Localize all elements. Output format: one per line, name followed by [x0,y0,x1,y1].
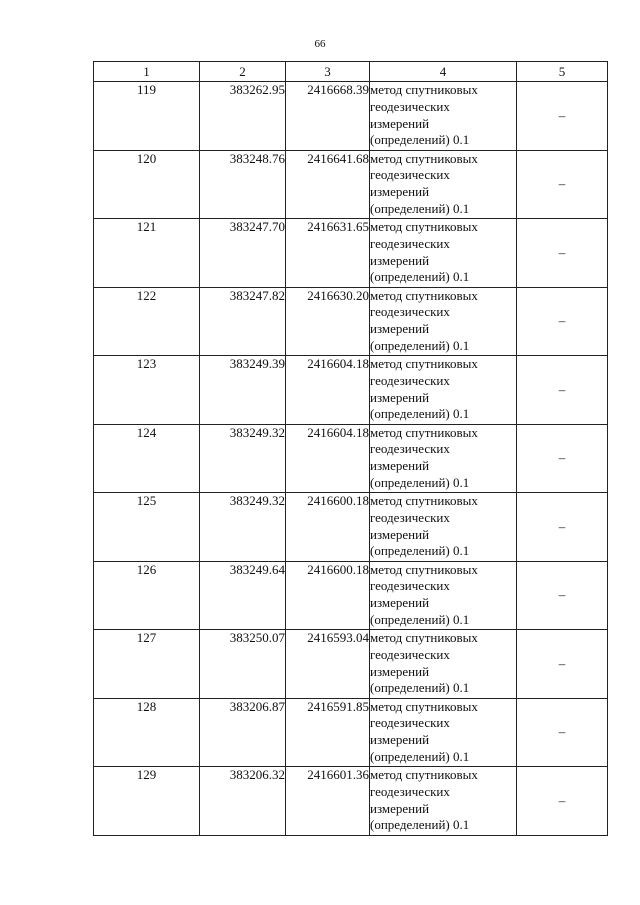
point-number-cell: 124 [94,424,200,493]
method-cell [370,424,517,493]
method-text-line: геодезических [370,715,450,731]
y-coordinate-cell: 2416600.18 [286,493,370,562]
method-text-line: метод спутниковых [370,424,478,440]
point-number-cell: 122 [94,287,200,356]
table-row [94,561,608,630]
table-row [94,287,608,356]
header-row [94,62,608,82]
column-5-cell: – [517,150,608,219]
method-text-line: (определений) 0.1 [370,132,470,148]
method-text-line: геодезических [370,578,450,594]
method-text-line: геодезических [370,167,450,183]
method-text-line: (определений) 0.1 [370,748,470,764]
header-cell-2: 2 [200,62,286,82]
page-number: 66 [314,38,326,50]
point-number-cell: 123 [94,356,200,425]
y-coordinate-cell: 2416630.20 [286,287,370,356]
method-text-line: (определений) 0.1 [370,543,470,559]
x-coordinate-cell: 383250.07 [200,630,286,699]
method-text-line: метод спутниковых [370,767,478,782]
method-text-line: метод спутниковых [370,150,478,166]
y-coordinate-cell: 2416604.18 [286,356,370,425]
method-text-line: измерений [370,389,430,405]
method-text-line: геодезических [370,304,450,320]
y-coordinate-cell: 2416593.04 [286,630,370,699]
x-coordinate-cell: 383247.70 [200,219,286,288]
method-text-line: измерений [370,595,430,611]
method-text-line: измерений [370,321,430,337]
table-row [94,150,608,219]
point-number-cell: 121 [94,219,200,288]
y-coordinate-cell: 2416601.36 [286,767,370,836]
method-text-line: геодезических [370,783,450,799]
point-number-cell: 126 [94,561,200,630]
method-text-line: измерений [370,458,430,474]
method-text-line: метод спутниковых [370,493,478,508]
header-cell-5: 5 [517,62,608,82]
header-cell-4: 4 [370,62,517,82]
method-cell [370,82,517,151]
column-5-cell: – [517,561,608,630]
x-coordinate-cell: 383247.82 [200,287,286,356]
method-text-line: геодезических [370,646,450,662]
method-cell [370,493,517,562]
method-text-line: метод спутниковых [370,698,478,714]
column-5-cell: – [517,767,608,836]
point-number-cell: 129 [94,767,200,836]
column-5-cell: – [517,356,608,425]
method-text-line: измерений [370,800,430,816]
table-row [94,493,608,562]
y-coordinate-cell: 2416631.65 [286,219,370,288]
point-number-cell: 125 [94,493,200,562]
method-text-line: (определений) 0.1 [370,474,470,490]
column-5-cell: – [517,630,608,699]
y-coordinate-cell: 2416668.39 [286,82,370,151]
y-coordinate-cell: 2416591.85 [286,698,370,767]
method-text-line: измерений [370,732,430,748]
y-coordinate-cell: 2416600.18 [286,561,370,630]
point-number-cell: 128 [94,698,200,767]
y-coordinate-cell: 2416604.18 [286,424,370,493]
method-text-line: метод спутниковых [370,630,478,645]
method-cell [370,630,517,699]
table-row [94,356,608,425]
method-cell [370,767,517,836]
method-text-line: метод спутниковых [370,219,478,234]
column-5-cell: – [517,493,608,562]
x-coordinate-cell: 383249.64 [200,561,286,630]
coordinates-table [93,61,608,836]
method-text-line: (определений) 0.1 [370,680,470,696]
method-text-line: (определений) 0.1 [370,337,470,353]
header-cell-1: 1 [94,62,200,82]
column-5-cell: – [517,424,608,493]
method-text-line: геодезических [370,509,450,525]
method-text-line: измерений [370,526,430,542]
method-text-line: (определений) 0.1 [370,200,470,216]
table-body [94,82,608,836]
method-text-line: геодезических [370,98,450,114]
point-number-cell: 120 [94,150,200,219]
method-cell [370,287,517,356]
table-row [94,767,608,836]
table-row [94,424,608,493]
table-row [94,630,608,699]
x-coordinate-cell: 383206.32 [200,767,286,836]
table-row [94,82,608,151]
method-text-line: (определений) 0.1 [370,406,470,422]
column-5-cell: – [517,219,608,288]
method-text-line: измерений [370,252,430,268]
method-cell [370,356,517,425]
header-cell-3: 3 [286,62,370,82]
method-text-line: измерений [370,663,430,679]
method-text-line: метод спутниковых [370,356,478,371]
method-text-line: измерений [370,115,430,131]
method-text-line: (определений) 0.1 [370,817,470,833]
x-coordinate-cell: 383249.32 [200,424,286,493]
table-row [94,219,608,288]
x-coordinate-cell: 383248.76 [200,150,286,219]
method-text-line: метод спутниковых [370,82,478,97]
y-coordinate-cell: 2416641.68 [286,150,370,219]
column-5-cell: – [517,82,608,151]
method-text-line: (определений) 0.1 [370,269,470,285]
point-number-cell: 119 [94,82,200,151]
point-number-cell: 127 [94,630,200,699]
column-5-cell: – [517,287,608,356]
method-cell [370,698,517,767]
method-text-line: метод спутниковых [370,561,478,577]
table-header [94,62,608,82]
x-coordinate-cell: 383262.95 [200,82,286,151]
method-cell [370,219,517,288]
x-coordinate-cell: 383249.39 [200,356,286,425]
method-text-line: геодезических [370,235,450,251]
method-text-line: геодезических [370,441,450,457]
x-coordinate-cell: 383249.32 [200,493,286,562]
method-text-line: (определений) 0.1 [370,611,470,627]
method-text-line: метод спутниковых [370,287,478,303]
method-text-line: геодезических [370,372,450,388]
table-row [94,698,608,767]
method-cell [370,150,517,219]
column-5-cell: – [517,698,608,767]
method-text-line: измерений [370,184,430,200]
method-cell [370,561,517,630]
x-coordinate-cell: 383206.87 [200,698,286,767]
